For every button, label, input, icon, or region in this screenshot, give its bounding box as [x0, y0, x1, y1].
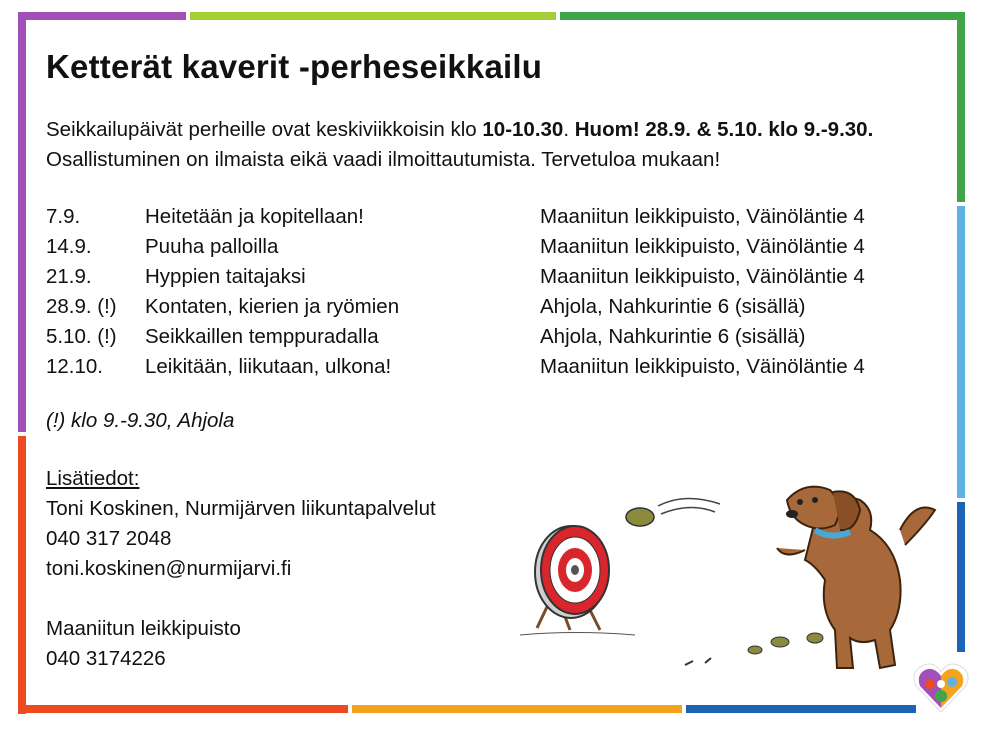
- schedule-location: Ahjola, Nahkurintie 6 (sisällä): [540, 325, 806, 348]
- schedule-activity: Heitetään ja kopitellaan!: [145, 205, 364, 228]
- schedule-date: 12.10.: [46, 355, 103, 378]
- frame-right-blue: [957, 502, 965, 652]
- schedule-activity: Puuha palloilla: [145, 235, 279, 258]
- schedule-row: [46, 202, 926, 232]
- schedule-activity: Leikitään, liikutaan, ulkona!: [145, 355, 392, 378]
- schedule-list: [46, 202, 926, 382]
- beanbag-icon: [626, 498, 720, 526]
- frame-left-purple: [18, 12, 26, 432]
- frame-top-green: [560, 12, 965, 20]
- contact-phone: 040 317 2048: [46, 527, 172, 550]
- schedule-row: [46, 322, 926, 352]
- schedule-date: 28.9. (!): [46, 295, 117, 318]
- park-phone: 040 3174226: [46, 647, 166, 670]
- contact-name: Toni Koskinen, Nurmijärven liikuntapalvelut: [46, 497, 436, 520]
- schedule-date: 14.9.: [46, 235, 92, 258]
- frame-right-sky: [957, 206, 965, 498]
- schedule-date: 5.10. (!): [46, 325, 117, 348]
- intro-separator: .: [563, 118, 575, 141]
- dog-catching-target-illustration: [515, 470, 955, 680]
- frame-right-green: [957, 12, 965, 202]
- intro-text: [46, 115, 956, 175]
- contact-email: toni.koskinen@nurmijarvi.fi: [46, 557, 292, 580]
- intro-time: 10-10.30: [482, 118, 564, 141]
- schedule-date: 7.9.: [46, 205, 81, 228]
- schedule-row: [46, 262, 926, 292]
- frame-left-orange: [18, 436, 26, 714]
- schedule-activity: Kontaten, kierien ja ryömien: [145, 295, 400, 318]
- frame-top-lime: [190, 12, 556, 20]
- target-icon: [535, 526, 609, 630]
- schedule-row: [46, 352, 926, 382]
- intro-exception-note: Huom! 28.9. & 5.10. klo 9.-9.30.: [574, 118, 874, 141]
- page-title: Ketterät kaverit -perheseikkailu: [46, 48, 543, 85]
- intro-plain: Seikkailupäivät perheille ovat keskiviikkoisin klo: [46, 118, 483, 141]
- ground-line: [520, 633, 635, 636]
- leaves-icon: [685, 633, 823, 665]
- schedule-location: Maaniitun leikkipuisto, Väinöläntie 4: [540, 265, 865, 288]
- schedule-location: Maaniitun leikkipuisto, Väinöläntie 4: [540, 355, 865, 378]
- spacer: [46, 584, 436, 614]
- schedule-location: Ahjola, Nahkurintie 6 (sisällä): [540, 295, 806, 318]
- frame-bottom-orange: [18, 705, 348, 713]
- intro-line-1: [46, 115, 956, 145]
- park-name: Maaniitun leikkipuisto: [46, 617, 241, 640]
- frame-bottom-blue: [686, 705, 916, 713]
- schedule-location: Maaniitun leikkipuisto, Väinöläntie 4: [540, 235, 865, 258]
- colorful-heart-logo: [912, 660, 970, 714]
- schedule-date: 21.9.: [46, 265, 92, 288]
- schedule-row: [46, 232, 926, 262]
- frame-bottom-amber: [352, 705, 682, 713]
- frame-top-purple: [18, 12, 186, 20]
- schedule-activity: Hyppien taitajaksi: [145, 265, 306, 288]
- contact-info: [46, 464, 436, 674]
- schedule-activity: Seikkaillen temppuradalla: [145, 325, 379, 348]
- schedule-row: [46, 292, 926, 322]
- schedule-location: Maaniitun leikkipuisto, Väinöläntie 4: [540, 205, 865, 228]
- contact-heading: Lisätiedot:: [46, 467, 140, 490]
- time-footnote: (!) klo 9.-9.30, Ahjola: [46, 409, 235, 432]
- intro-line-2: Osallistuminen on ilmaista eikä vaadi ilmoittautumista. Tervetuloa mukaan!: [46, 148, 721, 171]
- dog-icon: [777, 487, 935, 668]
